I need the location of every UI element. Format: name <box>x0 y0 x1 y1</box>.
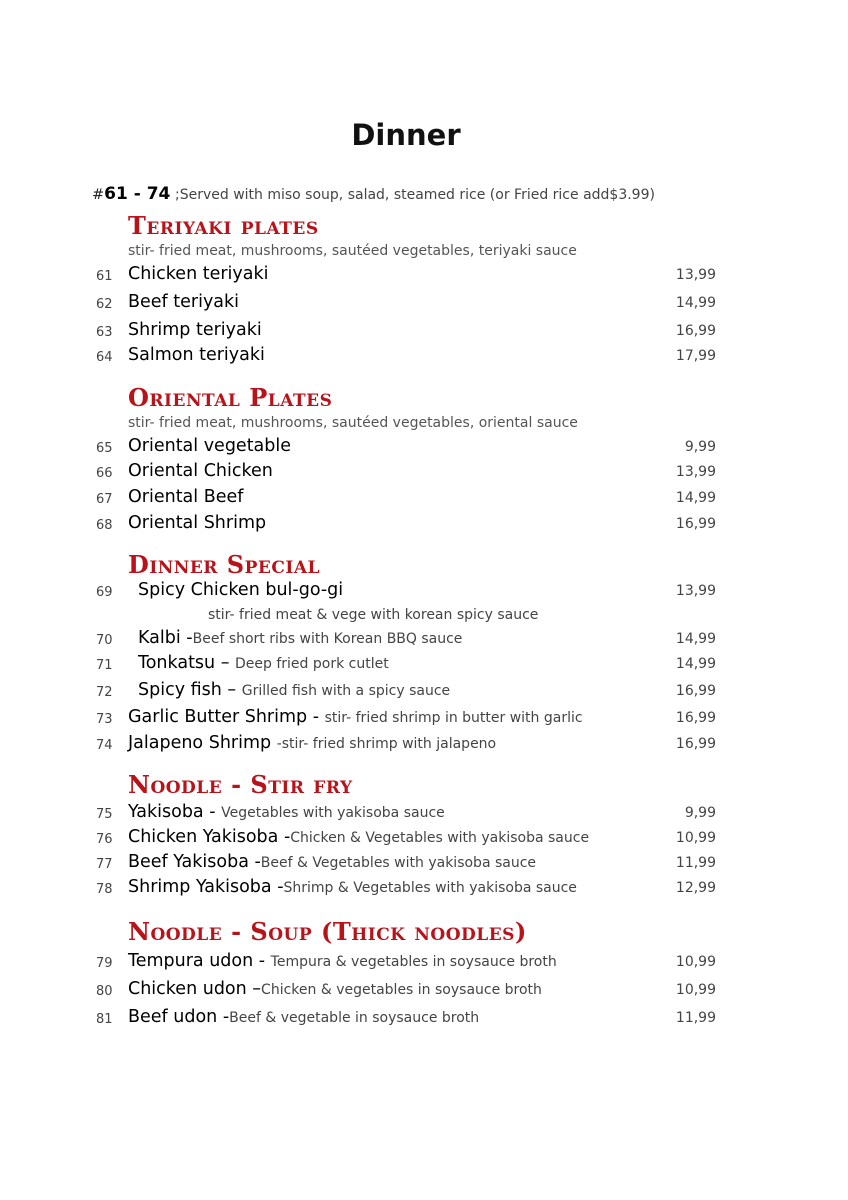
item-number: 79 <box>96 956 113 971</box>
item-name-group <box>128 979 542 999</box>
menu-item <box>0 320 848 346</box>
item-number: 70 <box>96 633 113 648</box>
item-price: 14,99 <box>675 490 716 506</box>
item-number: 62 <box>96 297 113 312</box>
item-price: 10,99 <box>675 830 716 846</box>
section-title-noodle-stir-fry: Noodle - Stir fry <box>128 770 353 799</box>
section-desc-oriental: stir- fried meat, mushrooms, sautéed vegetables, oriental sauce <box>128 415 578 431</box>
item-name-group <box>128 707 583 727</box>
item-number: 67 <box>96 492 113 507</box>
intro-note: ;Served with miso soup, salad, steamed rice (or Fried rice add$3.99) <box>174 187 655 203</box>
item-number: 76 <box>96 832 113 847</box>
item-price: 16,99 <box>675 736 716 752</box>
item-name: Yakisoba - <box>128 802 222 822</box>
item-price: 13,99 <box>675 267 716 283</box>
item-price: 9,99 <box>684 805 716 821</box>
intro-range: 61 - 74 <box>104 184 171 204</box>
item-number: 78 <box>96 882 113 897</box>
item-name-group <box>128 852 536 872</box>
item-price: 10,99 <box>675 954 716 970</box>
item-price: 16,99 <box>675 516 716 532</box>
menu-item <box>0 707 848 733</box>
menu-item <box>0 680 848 706</box>
item-number: 80 <box>96 984 113 999</box>
item-number: 65 <box>96 441 113 456</box>
item-name: Garlic Butter Shrimp - <box>128 707 325 727</box>
menu-item <box>0 436 848 462</box>
item-name-group <box>128 1007 479 1027</box>
item-description: Tempura & vegetables in soysauce broth <box>270 954 557 970</box>
item-price: 13,99 <box>675 464 716 480</box>
section-title-oriental: Oriental Plates <box>128 383 333 412</box>
item-number: 72 <box>96 685 113 700</box>
item-number: 61 <box>96 269 113 284</box>
item-number: 71 <box>96 658 113 673</box>
item-price: 14,99 <box>675 656 716 672</box>
item-name: Shrimp Yakisoba - <box>128 877 284 897</box>
menu-item <box>0 802 848 828</box>
item-price: 11,99 <box>675 855 716 871</box>
item-name-group <box>138 628 462 648</box>
item-name: Tonkatsu – <box>138 653 236 673</box>
item-price: 16,99 <box>675 710 716 726</box>
menu-item <box>0 852 848 878</box>
item-name: Oriental Chicken <box>128 461 273 481</box>
item-number: 77 <box>96 857 113 872</box>
item-name: Chicken teriyaki <box>128 264 269 284</box>
menu-item <box>0 292 848 318</box>
item-price: 12,99 <box>675 880 716 896</box>
intro-prefix: # <box>92 187 105 203</box>
item-name: Beef teriyaki <box>128 292 240 312</box>
menu-item <box>0 487 848 513</box>
menu-item <box>0 628 848 654</box>
item-number: 81 <box>96 1012 113 1027</box>
item-number: 63 <box>96 325 113 340</box>
item-number: 73 <box>96 712 113 727</box>
menu-item <box>0 513 848 539</box>
item-price: 13,99 <box>675 583 716 599</box>
menu-item <box>0 877 848 903</box>
item-name: Kalbi - <box>138 628 193 648</box>
item-price: 16,99 <box>675 683 716 699</box>
item-description: Beef short ribs with Korean BBQ sauce <box>192 631 463 647</box>
item-name: Jalapeno Shrimp <box>128 733 277 753</box>
item-price: 11,99 <box>675 1010 716 1026</box>
menu-item <box>0 264 848 290</box>
item-name: Chicken udon – <box>128 979 262 999</box>
item-subdescription: stir- fried meat & vege with korean spicy sauce <box>208 607 539 623</box>
item-number: 64 <box>96 350 113 365</box>
item-number: 75 <box>96 807 113 822</box>
item-description: -stir- fried shrimp with jalapeno <box>276 736 497 752</box>
item-description: Grilled fish with a spicy sauce <box>241 683 451 699</box>
item-name-group <box>128 733 496 753</box>
item-name-group <box>128 827 589 847</box>
item-name: Salmon teriyaki <box>128 345 265 365</box>
section-desc-teriyaki: stir- fried meat, mushrooms, sautéed vegetables, teriyaki sauce <box>128 243 577 259</box>
item-name: Tempura udon - <box>128 951 271 971</box>
item-description: Vegetables with yakisoba sauce <box>221 805 445 821</box>
item-name: Oriental Beef <box>128 487 244 507</box>
item-description: Chicken & Vegetables with yakisoba sauce <box>290 830 590 846</box>
item-number: 66 <box>96 466 113 481</box>
menu-item <box>0 979 848 1005</box>
item-number: 74 <box>96 738 113 753</box>
item-price: 9,99 <box>684 439 716 455</box>
item-description: Beef & vegetable in soysauce broth <box>229 1010 480 1026</box>
menu-item <box>0 653 848 679</box>
item-name: Chicken Yakisoba - <box>128 827 291 847</box>
item-name: Beef udon - <box>128 1007 230 1027</box>
item-name-group <box>138 653 389 673</box>
item-description: stir- fried shrimp in butter with garlic <box>324 710 583 726</box>
section-title-dinner-special: Dinner Special <box>128 550 320 579</box>
item-name: Spicy fish – <box>138 680 242 700</box>
menu-item <box>0 580 848 606</box>
page-title: Dinner <box>351 118 461 152</box>
menu-item <box>0 345 848 371</box>
menu-item <box>0 827 848 853</box>
item-description: Beef & Vegetables with yakisoba sauce <box>260 855 537 871</box>
menu-intro <box>92 184 655 204</box>
item-name: Shrimp teriyaki <box>128 320 262 340</box>
item-name-group <box>128 951 557 971</box>
item-name-group <box>138 680 450 700</box>
menu-item <box>0 461 848 487</box>
item-price: 17,99 <box>675 348 716 364</box>
item-price: 16,99 <box>675 323 716 339</box>
section-title-noodle-soup: Noodle - Soup (Thick noodles) <box>128 917 527 946</box>
item-name: Oriental Shrimp <box>128 513 267 533</box>
item-description: Deep fried pork cutlet <box>235 656 389 672</box>
menu-item <box>0 1007 848 1033</box>
item-price: 14,99 <box>675 295 716 311</box>
menu-item <box>0 951 848 977</box>
item-name: Oriental vegetable <box>128 436 292 456</box>
item-price: 10,99 <box>675 982 716 998</box>
item-number: 68 <box>96 518 113 533</box>
item-name: Beef Yakisoba - <box>128 852 261 872</box>
item-name-group <box>128 802 445 822</box>
section-title-teriyaki: Teriyaki plates <box>128 211 319 240</box>
item-price: 14,99 <box>675 631 716 647</box>
item-name: Spicy Chicken bul-go-gi <box>138 580 344 600</box>
menu-item <box>0 733 848 759</box>
item-description: Chicken & vegetables in soysauce broth <box>261 982 542 998</box>
item-description: Shrimp & Vegetables with yakisoba sauce <box>283 880 577 896</box>
item-number: 69 <box>96 585 113 600</box>
item-name-group <box>128 877 577 897</box>
